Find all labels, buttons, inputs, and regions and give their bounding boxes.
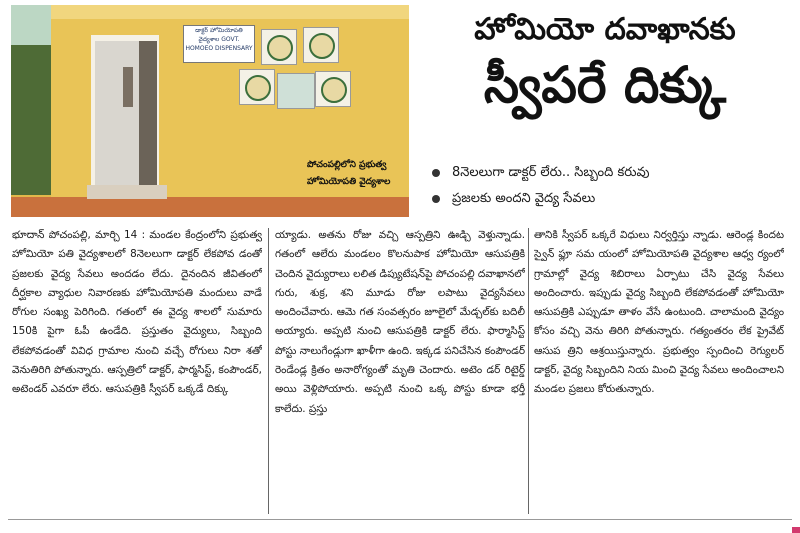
emblem-icon [309, 33, 335, 59]
bullet-item [432, 160, 792, 186]
headline-line-1: హోమియో దవాఖానకు [474, 12, 736, 47]
door-step [87, 185, 167, 199]
emblem-icon [321, 77, 347, 103]
column-divider [528, 228, 529, 514]
article-column-2: య్యాడు. అతను రోజు వచ్చి ఆస్పత్రిని ఊడ్చి వెళ్తున్నాడు. గతంలో ఆలేరు మండలం కొలనుపాక హోమియో ఆసుపత్రికి చెందిన వైద్యురాలు లలిత డిప్యుటేషన్‌పై పోచంపల్లి దవాఖానలో గురు, శుక్ర, శని మూడు రోజు లపాటు వైద్యసేవలు అందించేవారు. ఆమె గత సంవత్సరం జూలైలో మేడ్చల్‌కు బదిలీ అయ్యారు. అప్పటి నుంచి ఆసుపత్రికి డాక్టర్ లేరు. ఫార్మాసిస్ట్ పోస్టు నాలుగేండ్లుగా ఖాళీగా ఉంది. ఇక్కడ పనిచేసిన కంపౌండర్ రెండేండ్ల క్రితం అనారోగ్యంతో మృతి చెందారు. అటెం డర్ రిటైర్డ్ అయి వెళ్లిపోయారు. అప్పటి నుంచి ఒక్క పోస్టు కూడా భర్తీ కాలేదు. ప్రస్తు [275, 229, 525, 415]
column-divider [268, 228, 269, 514]
emblem-tile [239, 69, 275, 105]
emblem-icon [267, 35, 293, 61]
emblem-tile [303, 27, 339, 63]
bullet-text: ప్రజలకు అందని వైద్య సేవలు [452, 191, 596, 206]
emblem-tile [261, 29, 297, 65]
bullet-dot-icon [432, 169, 440, 177]
bullet-dot-icon [432, 195, 440, 203]
bullet-item [432, 186, 792, 212]
headline-line-2: స్వీపరే దిక్కు [483, 56, 727, 114]
article-column-1: భూదాన్ పోచంపల్లి, మార్చి 14 : మండల కేంద్రంలోని ప్రభుత్వ హోమియో పతి వైద్యశాలలో 8నెలలుగా డాక్టర్ లేకపోవ డంతో ప్రజలకు వైద్య సేవలు అందడం లేదు. దైనందిన జీవితంలో దీర్ఘకాల వ్యాధుల నివారణకు హోమియోపతి మందులు వాడే రోగుల సంఖ్య పెరిగింది. గతంలో ఈ వైద్య శాలలో సుమారు 150కి పైగా ఓపీ ఉండేది. ప్రస్తుతం వైద్యులు, సిబ్బంది లేకపోవడంతో వివిధ గ్రామాల నుంచి వచ్చే రోగులు నిరా శతో వెనుతిరిగి పోతున్నారు. ఆస్పత్రిలో డాక్టర్, ఫార్మసిస్ట్, కంపౌండర్, అటెండర్ ఎవరూ లేరు. ఆసుపత్రికి స్వీపర్ ఒక్కడే దిక్కు [12, 229, 262, 396]
door-window [123, 67, 133, 107]
emblem-icon [245, 75, 271, 101]
caption-line: పోచంపల్లిలోని ప్రభుత్వ [307, 160, 387, 170]
emblem-tile [315, 71, 351, 107]
door-leaf [95, 41, 139, 189]
photo-caption [307, 157, 409, 191]
sign-text: డాక్టర్ హోమియోపతి వైద్యశాల GOVT. HOMOEO DISPENSARY [185, 27, 253, 52]
tree-foliage [11, 45, 53, 195]
door-opening [139, 41, 157, 189]
ground [11, 197, 409, 217]
plain-tile [277, 73, 315, 109]
headline [416, 10, 794, 118]
dispensary-sign [183, 25, 255, 63]
article-column-3: తానికి స్వీపర్ ఒక్కరే విధులు నిర్వర్తిస్తు న్నాడు. ఆరెండ్ల కిందట స్వైన్ ఫ్లూ సమ యంలో హోమియోపతి వైద్యశాల ఆధ్వ ర్యంలో గ్రామాల్లో వైద్య శిబిరాలు ఏర్పాటు చేసి వైద్య సేవలు అందించారు. ఇప్పుడు వైద్య సిబ్బంది లేకపోవడంతో హోమియో ఆసుపత్రికి ఎప్పుడూ తాళం వేసే ఉంటుంది. చాలామంది వైద్యం కోసం వచ్చి వెను తిరిగి పోతున్నారు. గత్యంతరం లేక ప్రైవేట్ ఆసుప త్రిని ఆశ్రయిస్తున్నారు. ప్రభుత్వం స్పందించి రెగ్యులర్ డాక్టర్, వైద్య సిబ్బందిని నియ మించి వైద్య సేవలు అందించాలని మండల ప్రజలు కోరుతున్నారు. [534, 229, 784, 396]
dispensary-photo [11, 5, 409, 217]
bottom-divider [8, 519, 792, 520]
wall-parapet [51, 5, 409, 19]
highlight-bullets [432, 160, 792, 212]
corner-accent [792, 527, 800, 533]
caption-line: హోమియోపతి వైద్యశాల [307, 177, 391, 187]
bullet-text: 8నెలలుగా డాక్టర్ లేరు.. సిబ్బంది కరువు [452, 165, 650, 180]
